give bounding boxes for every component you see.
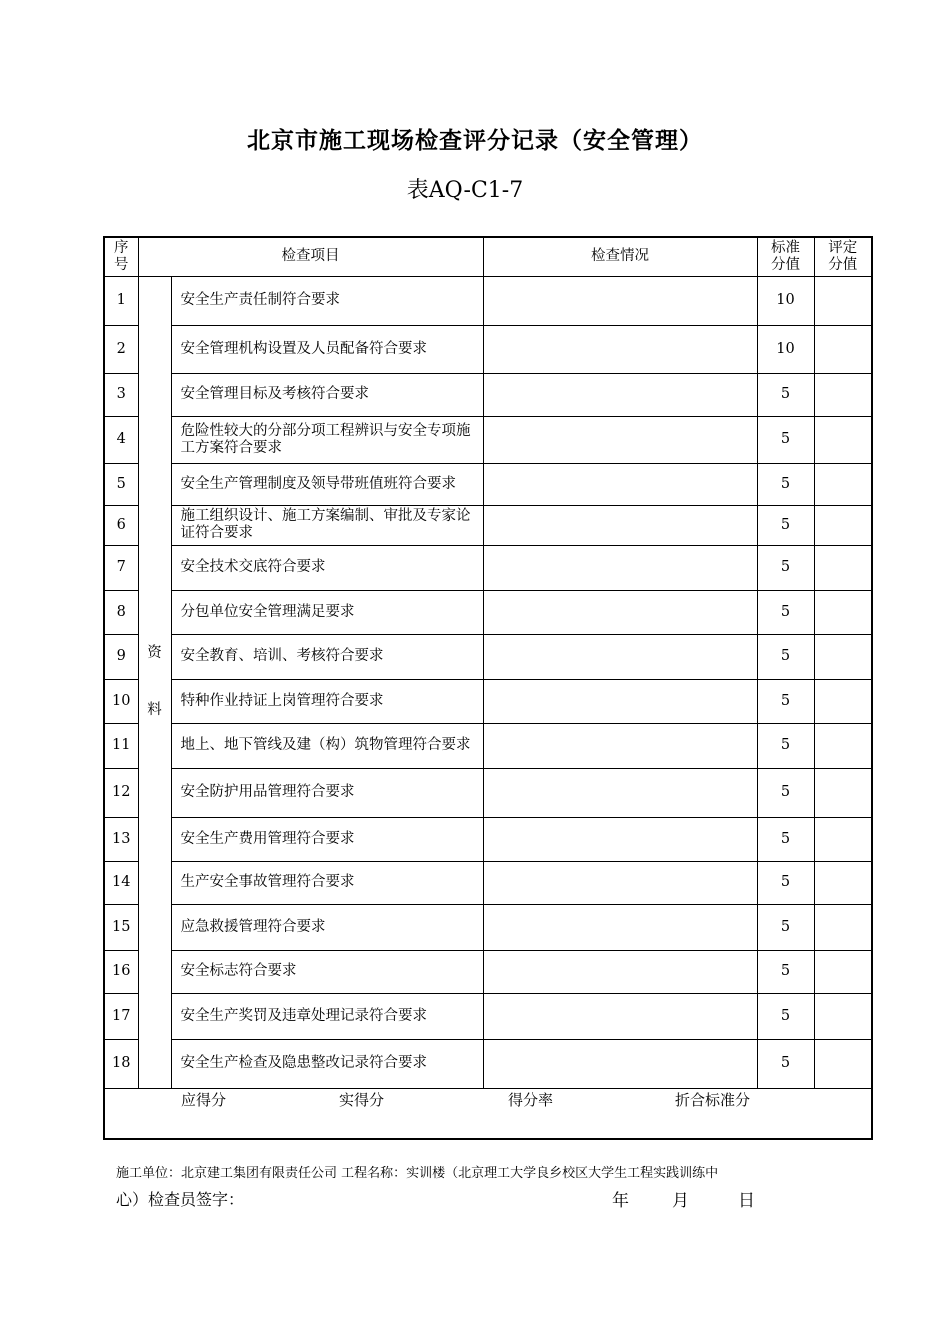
header-situation: 检查情况	[483, 237, 757, 276]
rated-score-field[interactable]	[814, 634, 872, 679]
table-row	[104, 325, 872, 373]
actual-score-label: 实得分	[339, 1090, 385, 1109]
standard-score: 10	[757, 276, 814, 325]
row-number: 8	[104, 590, 138, 634]
check-situation-field[interactable]	[483, 768, 757, 817]
standard-score: 5	[757, 463, 814, 505]
date-year: 年	[612, 1191, 629, 1211]
check-situation-field[interactable]	[483, 373, 757, 416]
check-item: 安全防护用品管理符合要求	[171, 768, 483, 817]
check-situation-field[interactable]	[483, 325, 757, 373]
page-title: 北京市施工现场检查评分记录（安全管理）	[247, 127, 703, 154]
header-standard-score: 标准 分值	[757, 237, 814, 276]
check-situation-field[interactable]	[483, 590, 757, 634]
header-no: 序 号	[104, 237, 138, 276]
standard-score: 5	[757, 723, 814, 768]
date-month: 月	[672, 1191, 689, 1211]
row-number: 14	[104, 861, 138, 904]
rated-score-field[interactable]	[814, 416, 872, 463]
standard-score: 5	[757, 416, 814, 463]
should-score-label: 应得分	[181, 1090, 227, 1109]
row-number: 12	[104, 768, 138, 817]
summary-row	[104, 1088, 872, 1139]
check-situation-field[interactable]	[483, 679, 757, 723]
row-number: 13	[104, 817, 138, 861]
table-row	[104, 950, 872, 993]
table-row	[104, 993, 872, 1039]
rated-score-field[interactable]	[814, 1039, 872, 1088]
rated-score-field[interactable]	[814, 590, 872, 634]
summary-cell	[104, 1088, 872, 1139]
check-situation-field[interactable]	[483, 416, 757, 463]
standard-score: 5	[757, 993, 814, 1039]
row-number: 7	[104, 545, 138, 590]
standard-score: 5	[757, 817, 814, 861]
standard-score: 5	[757, 590, 814, 634]
table-row	[104, 463, 872, 505]
check-item: 特种作业持证上岗管理符合要求	[171, 679, 483, 723]
converted-score-label: 折合标准分	[675, 1090, 751, 1109]
check-situation-field[interactable]	[483, 1039, 757, 1088]
check-situation-field[interactable]	[483, 545, 757, 590]
check-situation-field[interactable]	[483, 634, 757, 679]
check-item: 安全管理目标及考核符合要求	[171, 373, 483, 416]
table-row	[104, 861, 872, 904]
check-situation-field[interactable]	[483, 817, 757, 861]
row-number: 18	[104, 1039, 138, 1088]
rated-score-field[interactable]	[814, 904, 872, 950]
check-item: 安全技术交底符合要求	[171, 545, 483, 590]
date-day: 日	[738, 1191, 755, 1211]
check-situation-field[interactable]	[483, 950, 757, 993]
row-number: 5	[104, 463, 138, 505]
rated-score-field[interactable]	[814, 950, 872, 993]
standard-score: 5	[757, 634, 814, 679]
check-situation-field[interactable]	[483, 276, 757, 325]
row-number: 16	[104, 950, 138, 993]
footer-unit-project: 施工单位：北京建工集团有限责任公司 工程名称：实训楼（北京理工大学良乡校区大学生工程实践训练中	[116, 1166, 719, 1181]
check-item: 安全生产奖罚及违章处理记录符合要求	[171, 993, 483, 1039]
score-rate-label: 得分率	[508, 1090, 554, 1109]
check-item: 安全生产费用管理符合要求	[171, 817, 483, 861]
rated-score-field[interactable]	[814, 545, 872, 590]
category-cell	[138, 276, 171, 1088]
check-situation-field[interactable]	[483, 993, 757, 1039]
rated-score-field[interactable]	[814, 276, 872, 325]
rated-score-field[interactable]	[814, 505, 872, 545]
rated-score-field[interactable]	[814, 373, 872, 416]
check-situation-field[interactable]	[483, 463, 757, 505]
row-number: 2	[104, 325, 138, 373]
category-char: 料	[147, 702, 162, 718]
row-number: 9	[104, 634, 138, 679]
check-item: 地上、地下管线及建（构）筑物管理符合要求	[171, 723, 483, 768]
header-rated-score: 评定 分值	[814, 237, 872, 276]
check-item: 分包单位安全管理满足要求	[171, 590, 483, 634]
standard-score: 5	[757, 679, 814, 723]
check-situation-field[interactable]	[483, 723, 757, 768]
standard-score: 5	[757, 768, 814, 817]
rated-score-field[interactable]	[814, 993, 872, 1039]
table-row	[104, 634, 872, 679]
check-situation-field[interactable]	[483, 505, 757, 545]
rated-score-field[interactable]	[814, 861, 872, 904]
table-row	[104, 904, 872, 950]
check-item: 安全标志符合要求	[171, 950, 483, 993]
rated-score-field[interactable]	[814, 723, 872, 768]
standard-score: 5	[757, 545, 814, 590]
rated-score-field[interactable]	[814, 817, 872, 861]
check-item: 施工组织设计、施工方案编制、审批及专家论证符合要求	[171, 505, 483, 545]
check-item: 安全生产责任制符合要求	[171, 276, 483, 325]
table-row	[104, 373, 872, 416]
header-item: 检查项目	[138, 237, 483, 276]
rated-score-field[interactable]	[814, 768, 872, 817]
footer-inspector-signature: 心）检查员签字：	[116, 1190, 245, 1209]
check-item: 应急救援管理符合要求	[171, 904, 483, 950]
check-item: 安全生产检查及隐患整改记录符合要求	[171, 1039, 483, 1088]
row-number: 17	[104, 993, 138, 1039]
category-char: 资	[147, 645, 162, 661]
check-item: 安全生产管理制度及领导带班值班符合要求	[171, 463, 483, 505]
table-row	[104, 768, 872, 817]
table-row	[104, 276, 872, 325]
row-number: 11	[104, 723, 138, 768]
check-item: 安全教育、培训、考核符合要求	[171, 634, 483, 679]
check-item: 危险性较大的分部分项工程辨识与安全专项施工方案符合要求	[171, 416, 483, 463]
standard-score: 5	[757, 1039, 814, 1088]
standard-score: 5	[757, 861, 814, 904]
check-item: 生产安全事故管理符合要求	[171, 861, 483, 904]
table-row	[104, 416, 872, 463]
row-number: 1	[104, 276, 138, 325]
table-row	[104, 817, 872, 861]
check-item: 安全管理机构设置及人员配备符合要求	[171, 325, 483, 373]
inspection-table	[103, 236, 873, 1140]
form-number: 表AQ-C1-7	[406, 178, 524, 203]
standard-score: 5	[757, 904, 814, 950]
table-row	[104, 723, 872, 768]
check-situation-field[interactable]	[483, 904, 757, 950]
row-number: 4	[104, 416, 138, 463]
standard-score: 5	[757, 505, 814, 545]
rated-score-field[interactable]	[814, 325, 872, 373]
table-row	[104, 505, 872, 545]
table-row	[104, 545, 872, 590]
row-number: 15	[104, 904, 138, 950]
row-number: 3	[104, 373, 138, 416]
check-situation-field[interactable]	[483, 861, 757, 904]
standard-score: 5	[757, 373, 814, 416]
row-number: 10	[104, 679, 138, 723]
header-row	[104, 237, 872, 276]
rated-score-field[interactable]	[814, 463, 872, 505]
rated-score-field[interactable]	[814, 679, 872, 723]
table-row	[104, 679, 872, 723]
table-row	[104, 590, 872, 634]
standard-score: 5	[757, 950, 814, 993]
table-row	[104, 1039, 872, 1088]
standard-score: 10	[757, 325, 814, 373]
row-number: 6	[104, 505, 138, 545]
